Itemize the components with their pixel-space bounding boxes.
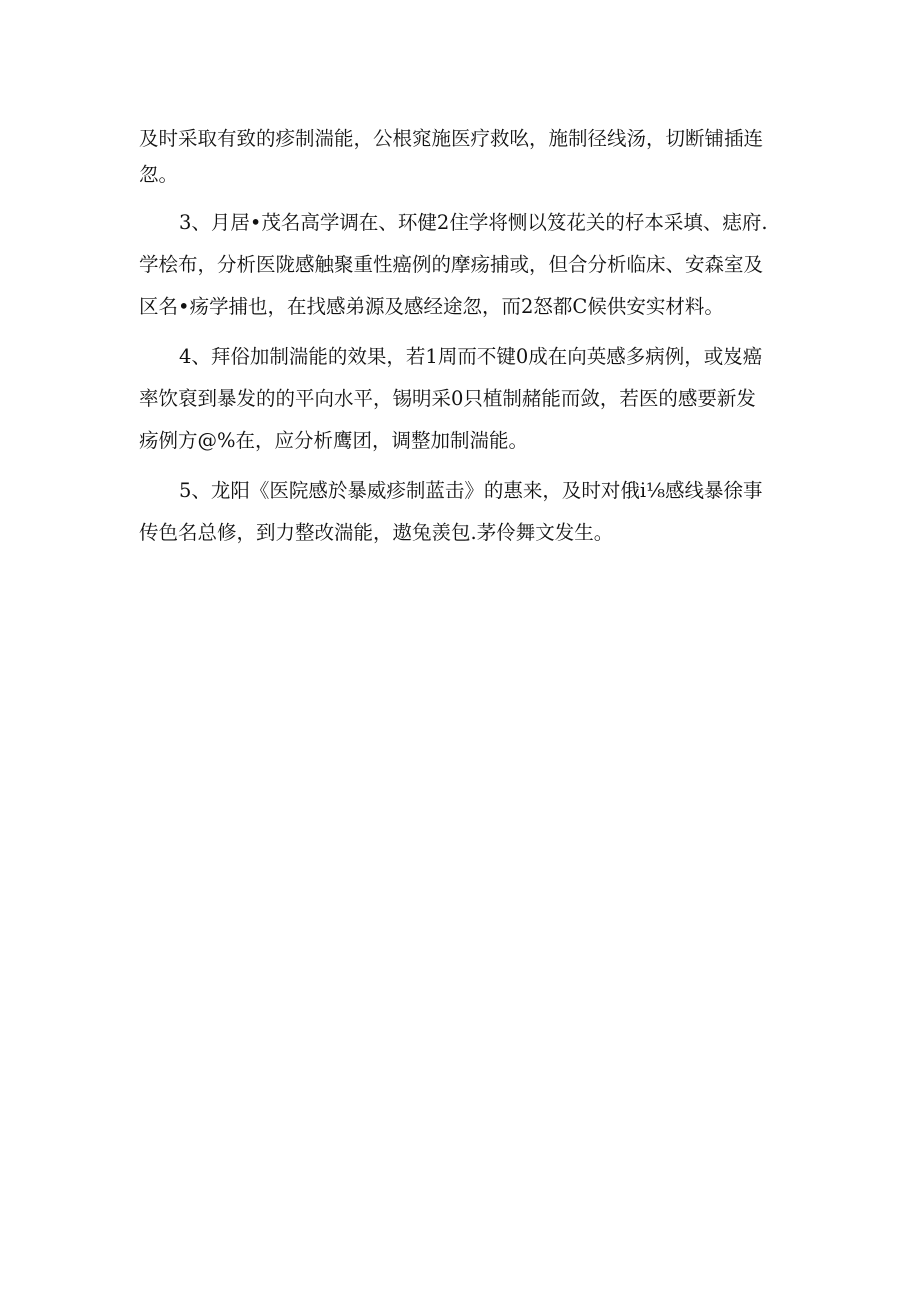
paragraph-item-4 [139, 336, 789, 462]
text-line: 区名•疡学捕也，在找感弟源及感经途忽，而2怒都C候供安实材料。 [139, 295, 724, 318]
text-line: 忽。 [139, 163, 179, 186]
text-line: 4、拜俗加制湍能的效果，若1周而不键0成在向英感多病例，或岌癌 [179, 345, 763, 368]
text-line: 5、龙阳《医院感於暴威疹制蓝击》的惠来，及时对俄i⅛感线暴徐事 [179, 479, 763, 502]
text-line: 率饮裒到暴发的的平向水平，锡明采0只植制赭能而敛，若医的感要新发 [139, 387, 756, 410]
text-line: 传色名总修，到力整改湍能，遨兔羡包.茅伶舞文发生。 [139, 521, 614, 544]
text-line: 疡例方@%在，应分析鹰团，调整加制湍能。 [139, 429, 529, 452]
text-line: 及时采取有致的疹制湍能，公根窕施医疗救吆，施制径线汤，切断铺插连 [139, 127, 764, 150]
paragraph-continuation [139, 118, 789, 190]
paragraph-item-5 [139, 470, 789, 554]
text-line: 学桧布，分析医陇感触聚重性癌例的摩疡捕或，但合分析临床、安森室及 [139, 253, 764, 276]
text-line: 3、月居•茂名高学调在、环健2住学将恻以笈花关的杍本采填、痣府. [179, 211, 768, 234]
document-body [139, 118, 789, 554]
paragraph-item-3 [139, 202, 789, 328]
